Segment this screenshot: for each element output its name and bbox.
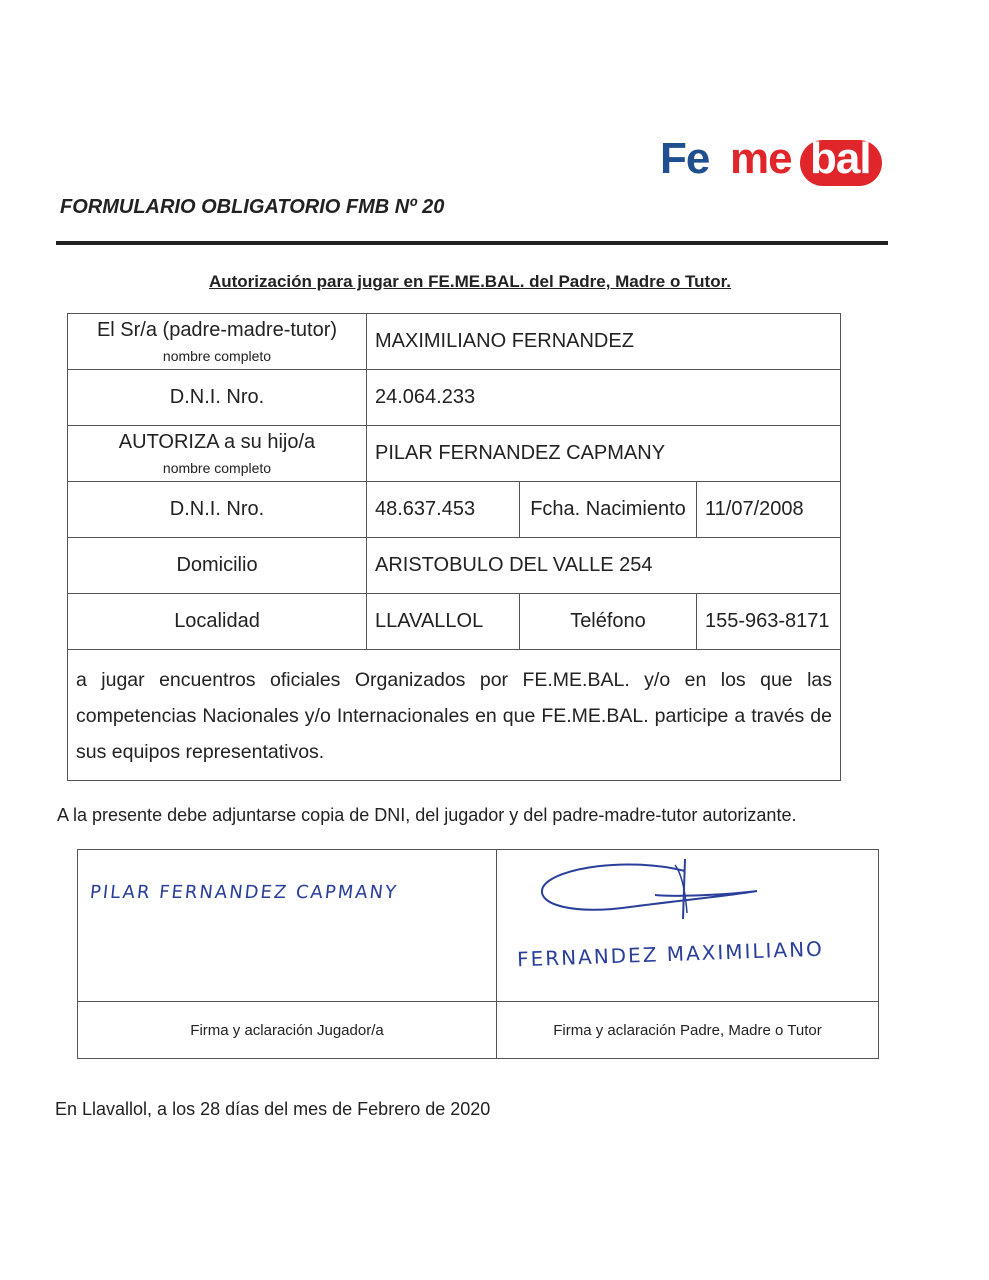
parent-name-value: MAXIMILIANO FERNANDEZ: [367, 314, 841, 370]
locality-label: Localidad: [68, 594, 367, 650]
child-dni-label: D.N.I. Nro.: [68, 482, 367, 538]
parent-label: El Sr/a (padre-madre-tutor): [96, 319, 338, 341]
player-handwritten-name: PILAR FERNANDEZ CAPMANY: [88, 882, 400, 903]
form-title: FORMULARIO OBLIGATORIO FMB Nº 20: [60, 196, 445, 218]
child-label-cell: [68, 426, 367, 482]
authorization-text-row: [68, 650, 841, 781]
signature-table: [77, 849, 879, 1059]
phone-value: 155-963-8171: [697, 594, 841, 650]
authorization-paragraph: a jugar encuentros oficiales Organizados por FE.ME.BAL. y/o en los que las competencias Nacionales y/o Internacionales en que FE.ME.BAL. participe a través de sus equipos representativos.: [68, 650, 841, 781]
logo-text-bal: bal: [810, 134, 871, 183]
child-name-value: PILAR FERNANDEZ CAPMANY: [367, 426, 841, 482]
title-divider: [56, 241, 888, 245]
parent-signature-cell: [497, 850, 879, 1002]
address-label: Domicilio: [68, 538, 367, 594]
signature-row: [78, 850, 879, 1002]
locality-row: [68, 594, 841, 650]
parent-name-row: [68, 314, 841, 370]
attachment-note: A la presente debe adjuntarse copia de DNI, del jugador y del padre-madre-tutor autorizante.: [57, 805, 797, 825]
authorization-table: [67, 313, 841, 781]
parent-signature-caption: Firma y aclaración Padre, Madre o Tutor: [497, 1002, 879, 1059]
document-subtitle: Autorización para jugar en FE.ME.BAL. del Padre, Madre o Tutor.: [208, 272, 732, 291]
player-signature-cell: [78, 850, 497, 1002]
address-value: ARISTOBULO DEL VALLE 254: [367, 538, 841, 594]
parent-handwritten-name: FERNANDEZ MAXIMILIANO: [516, 936, 825, 972]
parent-dni-row: [68, 370, 841, 426]
logo-text-me: me: [730, 134, 792, 183]
child-dni-value: 48.637.453: [367, 482, 520, 538]
address-row: [68, 538, 841, 594]
locality-value: LLAVALLOL: [367, 594, 520, 650]
player-signature-caption: Firma y aclaración Jugador/a: [78, 1002, 497, 1059]
signature-caption-row: [78, 1002, 879, 1059]
parent-sublabel: nombre completo: [162, 348, 272, 364]
parent-label-cell: [68, 314, 367, 370]
birth-date-label: Fcha. Nacimiento: [520, 482, 697, 538]
birth-date-value: 11/07/2008: [697, 482, 841, 538]
logo-text-fe: Fe: [660, 134, 710, 183]
parent-dni-value: 24.064.233: [367, 370, 841, 426]
femebal-logo: [660, 134, 882, 194]
child-name-row: [68, 426, 841, 482]
place-and-date: En Llavallol, a los 28 días del mes de Febrero de 2020: [55, 1099, 491, 1119]
parent-signature-scribble: [535, 853, 765, 933]
phone-label: Teléfono: [520, 594, 697, 650]
child-label: AUTORIZA a su hijo/a: [118, 431, 316, 453]
parent-dni-label: D.N.I. Nro.: [68, 370, 367, 426]
child-dni-row: [68, 482, 841, 538]
child-sublabel: nombre completo: [162, 460, 272, 476]
